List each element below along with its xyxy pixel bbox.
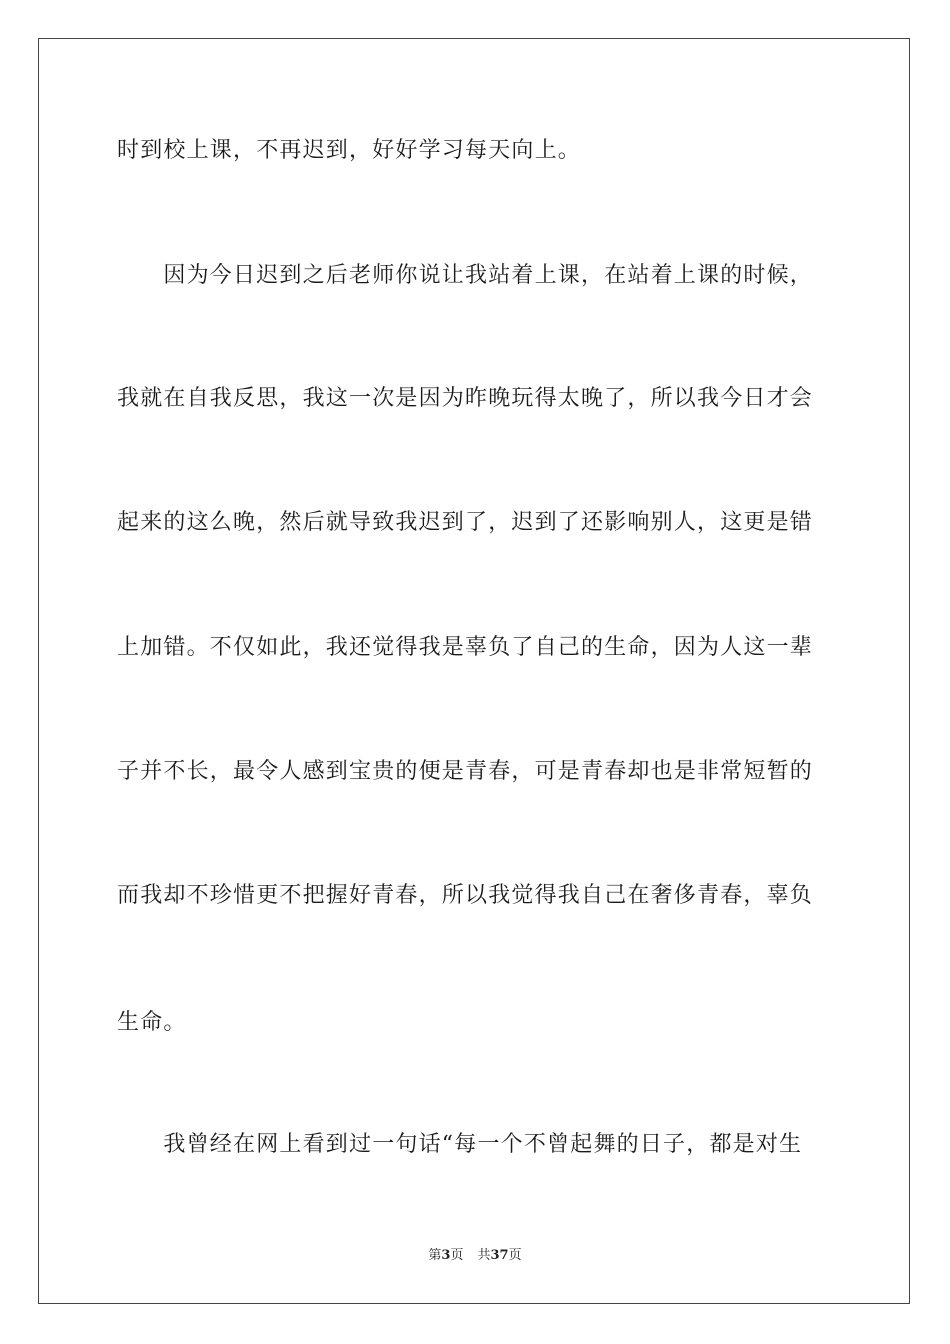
page-suffix: 页: [450, 1248, 464, 1263]
page-border: [38, 38, 910, 1304]
text-line-1: 时到校上课，不再迟到，好好学习每天向上。: [117, 138, 582, 163]
text-line-5: 上加错。不仅如此，我还觉得我是辜负了自己的生命，因为人这一辈: [117, 635, 814, 660]
text-line-6: 子并不长，最令人感到宝贵的便是青春，可是青春却也是非常短暂的: [117, 759, 814, 784]
text-line-9: 我曾经在网上看到过一句话“每一个不曾起舞的日子，都是对生: [117, 1132, 803, 1157]
text-line-7: 而我却不珍惜更不把握好青春，所以我觉得我自己在奢侈青春，辜负: [117, 883, 814, 908]
page-prefix: 第: [428, 1248, 442, 1263]
page-footer: [0, 1247, 950, 1265]
total-pages: 37: [490, 1248, 509, 1263]
total-prefix: 共: [477, 1248, 491, 1263]
total-suffix: 页: [508, 1248, 522, 1263]
text-line-8: 生命。: [117, 1010, 187, 1035]
text-line-2: 因为今日迟到之后老师你说让我站着上课，在站着上课的时候，: [117, 263, 814, 288]
page-number: 3: [441, 1248, 451, 1263]
text-line-3: 我就在自我反思，我这一次是因为昨晚玩得太晚了，所以我今日才会: [117, 386, 814, 411]
text-line-4: 起来的这么晚，然后就导致我迟到了，迟到了还影响别人，这更是错: [117, 510, 814, 535]
